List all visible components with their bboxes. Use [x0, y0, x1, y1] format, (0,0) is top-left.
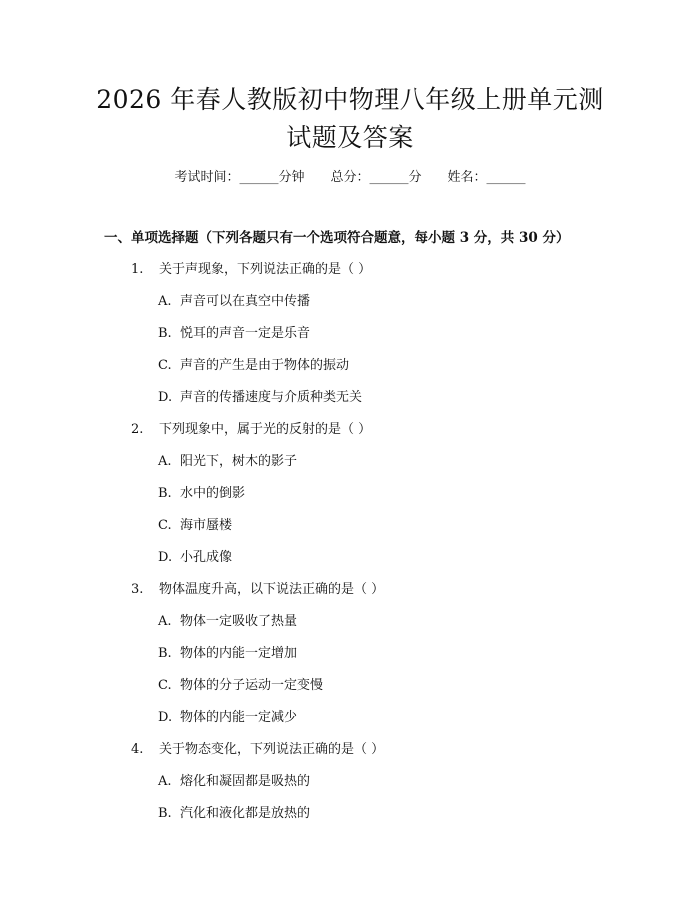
question-1 — [131, 260, 371, 280]
option-letter: A. — [158, 454, 172, 469]
exam-time-field: 考试时间：______分钟 — [174, 170, 305, 185]
question-4 — [131, 740, 384, 760]
exam-title-line-2: 试题及答案 — [286, 123, 414, 152]
option-text: 海市蜃楼 — [180, 518, 233, 533]
option-text: 水中的倒影 — [180, 486, 246, 501]
option-letter: C. — [158, 518, 172, 533]
option-letter: D. — [158, 710, 173, 725]
question-1-option-d — [158, 388, 362, 408]
option-text: 物体一定吸收了热量 — [180, 614, 298, 629]
option-text: 悦耳的声音一定是乐音 — [180, 326, 311, 341]
question-2-option-c — [158, 516, 232, 536]
question-4-option-b — [158, 804, 310, 824]
question-number: 2. — [131, 422, 144, 437]
option-text: 阳光下，树木的影子 — [180, 454, 298, 469]
question-1-option-b — [158, 324, 310, 344]
question-3-option-c — [158, 676, 323, 696]
question-2-option-a — [158, 452, 297, 472]
option-letter: A. — [158, 774, 172, 789]
option-letter: D. — [158, 550, 173, 565]
question-text: 物体温度升高，以下说法正确的是（ ） — [159, 582, 385, 597]
option-letter: B. — [158, 646, 172, 661]
question-2-option-d — [158, 548, 232, 568]
option-letter: B. — [158, 806, 172, 821]
question-number: 3. — [131, 582, 144, 597]
question-number: 4. — [131, 742, 144, 757]
exam-title-line-1: 2026 年春人教版初中物理八年级上册单元测 — [96, 85, 604, 114]
option-text: 小孔成像 — [180, 550, 233, 565]
question-text: 关于声现象，下列说法正确的是（ ） — [159, 262, 372, 277]
question-text: 关于物态变化，下列说法正确的是（ ） — [159, 742, 385, 757]
option-letter: C. — [158, 678, 172, 693]
option-text: 物体的内能一定减少 — [180, 710, 298, 725]
question-number: 1. — [131, 262, 144, 277]
question-1-option-c — [158, 356, 349, 376]
question-text: 下列现象中，属于光的反射的是（ ） — [159, 422, 372, 437]
question-2 — [131, 420, 371, 440]
option-text: 声音的传播速度与介质种类无关 — [180, 390, 363, 405]
question-4-option-a — [158, 772, 310, 792]
option-text: 物体的内能一定增加 — [180, 646, 298, 661]
option-letter: C. — [158, 358, 172, 373]
question-3 — [131, 580, 384, 600]
option-letter: D. — [158, 390, 173, 405]
question-3-option-a — [158, 612, 297, 632]
question-3-option-d — [158, 708, 297, 728]
exam-meta-row — [0, 168, 700, 188]
option-text: 熔化和凝固都是吸热的 — [180, 774, 311, 789]
option-text: 声音的产生是由于物体的振动 — [180, 358, 350, 373]
question-2-option-b — [158, 484, 245, 504]
student-name-field: 姓名：______ — [447, 170, 526, 185]
option-text: 物体的分子运动一定变慢 — [180, 678, 324, 693]
option-text: 汽化和液化都是放热的 — [180, 806, 311, 821]
total-score-field: 总分：______分 — [330, 170, 422, 185]
option-letter: A. — [158, 614, 172, 629]
option-letter: B. — [158, 486, 172, 501]
option-letter: A. — [158, 294, 172, 309]
question-3-option-b — [158, 644, 297, 664]
section-heading-single-choice: 一、单项选择题（下列各题只有一个选项符合题意，每小题 3 分，共 30 分） — [104, 230, 570, 246]
option-text: 声音可以在真空中传播 — [180, 294, 311, 309]
option-letter: B. — [158, 326, 172, 341]
question-1-option-a — [158, 292, 310, 312]
